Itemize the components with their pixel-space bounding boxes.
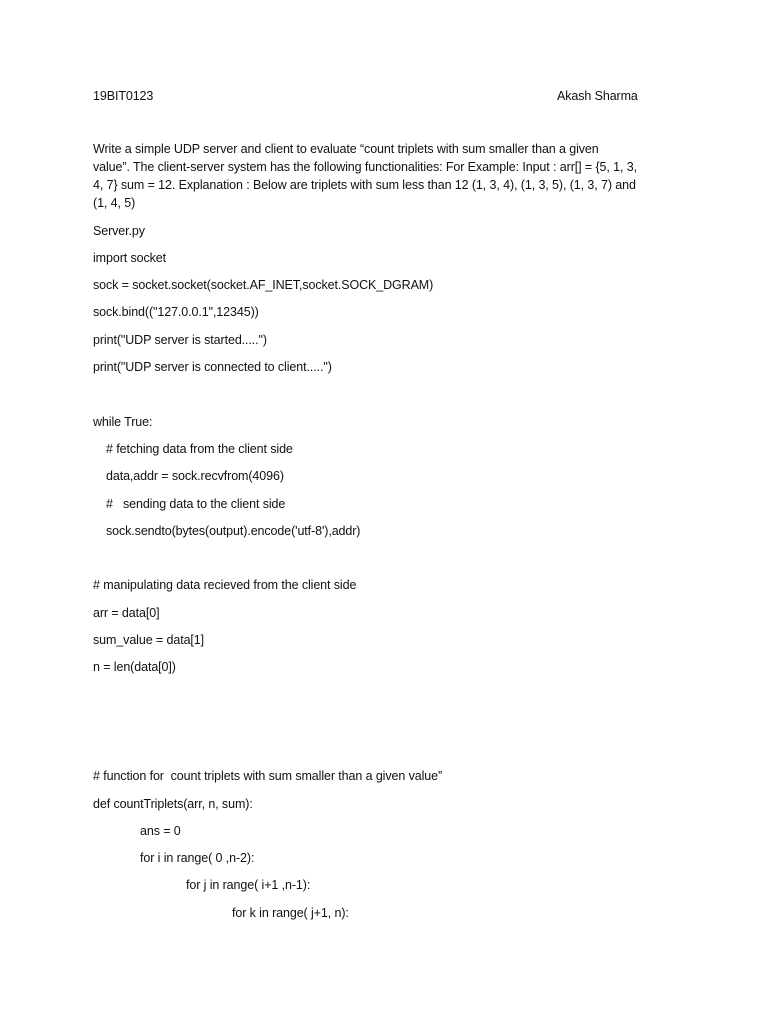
code-line: ans = 0 <box>140 824 181 838</box>
code-line: sock.sendto(bytes(output).encode('utf-8'),addr) <box>106 524 361 538</box>
code-line: for i in range( 0 ,n-2): <box>140 851 255 865</box>
code-line: # sending data to the client side <box>106 497 286 511</box>
code-line: print("UDP server is connected to client.....") <box>93 360 332 374</box>
code-line: sum_value = data[1] <box>93 633 205 647</box>
code-line: # manipulating data recieved from the client side <box>93 578 357 592</box>
problem-line: value”. The client-server system has the following functionalities: For Example: Input : arr[] = {5, 1, 3, <box>93 160 637 174</box>
code-line: # fetching data from the client side <box>106 442 293 456</box>
code-line: sock = socket.socket(socket.AF_INET,socket.SOCK_DGRAM) <box>93 278 434 292</box>
code-line: data,addr = sock.recvfrom(4096) <box>106 469 284 483</box>
author-name: Akash Sharma <box>557 89 638 103</box>
code-line: for k in range( j+1, n): <box>232 906 349 920</box>
problem-line: 4, 7} sum = 12. Explanation : Below are triplets with sum less than 12 (1, 3, 4), (1, 3, 5), (1, 3, 7) and <box>93 178 636 192</box>
problem-line: (1, 4, 5) <box>93 196 136 210</box>
code-line: def countTriplets(arr, n, sum): <box>93 797 253 811</box>
problem-line: Write a simple UDP server and client to evaluate “count triplets with sum smaller than a given <box>93 142 599 156</box>
code-line: for j in range( i+1 ,n-1): <box>186 878 311 892</box>
roll-number: 19BIT0123 <box>93 89 154 103</box>
file-name: Server.py <box>93 224 145 238</box>
code-line: sock.bind(("127.0.0.1",12345)) <box>93 305 259 319</box>
code-line: import socket <box>93 251 167 265</box>
code-line: # function for count triplets with sum smaller than a given value” <box>93 769 443 783</box>
code-line: while True: <box>93 415 153 429</box>
code-line: n = len(data[0]) <box>93 660 176 674</box>
code-line: print("UDP server is started.....") <box>93 333 267 347</box>
code-line: arr = data[0] <box>93 606 160 620</box>
